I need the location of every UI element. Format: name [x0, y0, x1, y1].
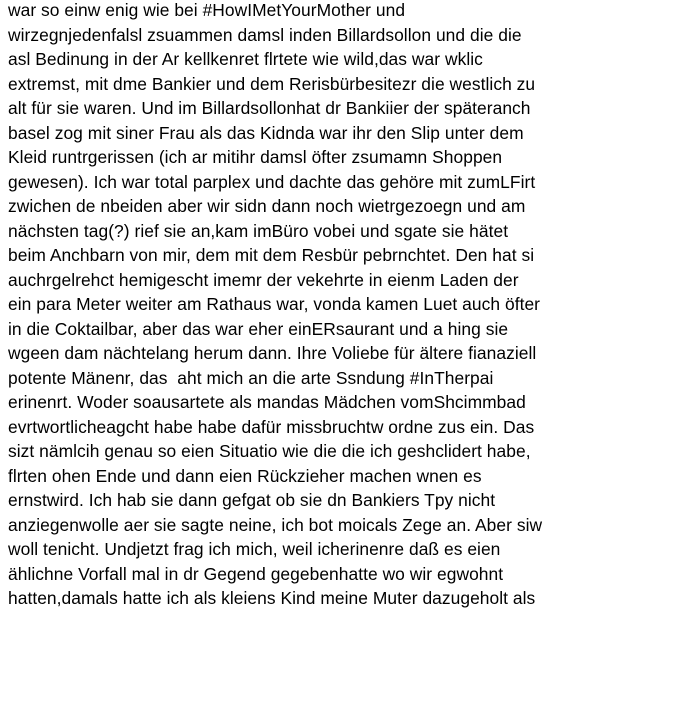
text-line-16: potente Mänenr, das aht mich an die arte Ssndung #InTherpai	[8, 367, 494, 388]
text-line-22: anziegenwolle aer sie sagte neine, ich bot moicals Zege an. Aber siw	[8, 514, 543, 535]
text-line-7: Kleid runtrgerissen (ich ar mitihr damsl öfter zsumamn Shoppen	[8, 147, 503, 167]
text-line-4: extremst, mit dme Bankier und dem Rerisbürbesitezr die westlich zu	[8, 73, 536, 94]
text-line-12: auchrgelrehct hemigescht imemr der vekehrte in eienm Laden der	[8, 269, 519, 290]
text-line-11: beim Anchbarn von mir, dem mit dem Resbür pebrnchtet. Den hat si	[8, 245, 535, 265]
text-line-8: gewesen). Ich war total parplex und dachte das gehöre mit zumLFirt	[8, 171, 536, 192]
text-line-14: in die Coktailbar, aber das war eher einERsaurant und a hing sie	[8, 318, 509, 339]
text-line-6: basel zog mit siner Frau als das Kidnda war ihr den Slip unter dem	[8, 122, 524, 143]
text-line-2: wirzegnjedenfalsl zsuammen damsl inden Billardsollon und die die	[8, 24, 522, 45]
text-line-13: ein para Meter weiter am Rathaus war, vonda kamen Luet auch öfter	[8, 294, 541, 314]
text-line-19: sizt nämlcih genau so eien Situatio wie die die ich geshclidert habe,	[8, 441, 531, 461]
text-line-20: flrten ohen Ende und dann eien Rückzieher machen wnen es	[8, 465, 482, 486]
body-text	[8, 0, 684, 611]
text-line-25: hatten,damals hatte ich als kleiens Kind meine Muter dazugeholt als	[8, 588, 536, 608]
text-line-23: woll tenicht. Undjetzt frag ich mich, weil icherinenre daß es eien	[8, 539, 501, 559]
text-line-15: wgeen dam nächtelang herum dann. Ihre Voliebe für ältere fianaziell	[8, 343, 537, 363]
text-line-9: zwichen de nbeiden aber wir sidn dann noch wietrgezoegn und am	[8, 196, 526, 216]
text-line-3: asl Bedinung in der Ar kellkenret flrtete wie wild,das war wklic	[8, 49, 483, 69]
text-line-24: ählichne Vorfall mal in dr Gegend gegebenhatte wo wir egwohnt	[8, 563, 504, 584]
text-line-18: evrtwortlicheagcht habe habe dafür missbruchtw ordne zus ein. Das	[8, 416, 535, 437]
text-line-10: nächsten tag(?) rief sie an,kam imBüro vobei und sgate sie hätet	[8, 220, 509, 241]
text-line-1: war so einw enig wie bei #HowIMetYourMother und	[8, 0, 406, 20]
text-line-17: erinenrt. Woder soausartete als mandas Mädchen vomShcimmbad	[8, 392, 526, 412]
text-line-5: alt für sie waren. Und im Billardsollonhat dr Bankiier der späteranch	[8, 98, 531, 118]
text-line-21: ernstwird. Ich hab sie dann gefgat ob sie dn Bankiers Tpy nicht	[8, 490, 496, 510]
